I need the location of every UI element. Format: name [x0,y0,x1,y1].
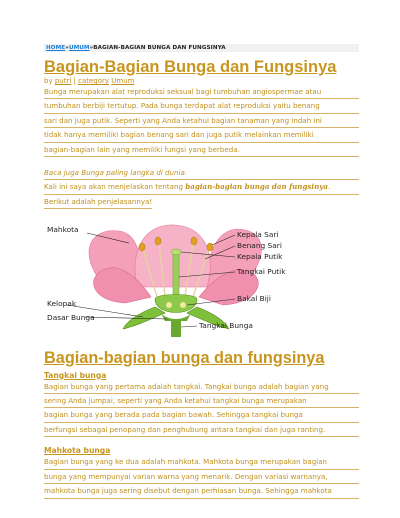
label-kepala-sari: Kepala Sari [237,229,279,239]
breadcrumb-home-link[interactable]: HOME [46,45,66,51]
breadcrumb-separator: » [65,45,69,51]
paragraph-line: mahkota bunga juga sering disebut dengan perhiasan bunga. Sehingga mahkota [44,484,359,498]
paragraph-mahkota [44,455,359,498]
pointer-tangkai-bunga [181,326,197,327]
flower-stem [171,320,181,337]
intro-line: Bunga merupakan alat reproduksi seksual bagi tumbuhan angiospermae atau [44,85,359,99]
paragraph-line: bagian bunga yang berada pada bagian bawah. Sehingga tangkai bunga [44,408,359,422]
anther [207,243,213,251]
label-mahkota: Mahkota [47,224,79,234]
byline-prefix: by [44,77,53,85]
anther [155,237,161,245]
intro-paragraph [44,85,359,157]
intro-line: sari dan juga putik. Seperti yang Anda ketahui bagian tanaman yang indah ini [44,114,359,128]
label-kelopak: Kelopak [47,298,77,308]
intro-line: tumbuhan berbiji tertutup. Pada bunga terdapat alat reproduksi yaitu benang [44,99,359,113]
paragraph-line: Bagian bunga yang ke dua adalah mahkota. Mahkota bunga merupakan bagian [44,455,359,469]
explain-prefix: Kali ini saya akan menjelaskan tentang [44,182,186,192]
paragraph-line: Bagian bunga yang pertama adalah tangkai. Tangkai bunga adalah bagian yang [44,380,359,394]
article-page [44,44,359,499]
label-dasar-bunga: Dasar Bunga [47,312,95,322]
breadcrumb-current: BAGIAN-BAGIAN BUNGA DAN FUNGSINYA [93,45,226,51]
ovary [155,294,197,312]
label-benang-sari: Benang Sari [237,240,282,250]
paragraph-tangkai [44,380,359,438]
paragraph-line: berfungsi sebagai penopang dan penghubung antara tangkai dan juga ranting. [44,423,359,437]
category-label: category [78,77,110,85]
ovule [180,302,186,308]
article-byline [44,77,359,85]
subheading-tangkai: Tangkai bunga [44,370,107,380]
anther [139,243,145,251]
receptacle [161,313,191,321]
label-tangkai-bunga: Tangkai Bunga [199,320,253,330]
breadcrumb-separator: » [89,45,94,51]
paragraph-line: bunga yang mempunyai varian warna yang menarik. Dengan variasi warnanya, [44,470,359,484]
label-bakal-biji: Bakal Biji [237,293,271,303]
pistil-stigma [171,249,181,255]
breadcrumb-category-link[interactable]: UMUM [68,45,90,51]
byline-separator: | [73,77,76,85]
label-kepala-putik: Kepala Putik [237,251,283,261]
category-link[interactable]: Umum [111,77,135,85]
author-link[interactable]: putri [54,77,72,85]
read-also-block [44,166,359,214]
explain-line-2: Berikut adalah penjelasannya! [44,195,152,209]
breadcrumb [44,44,359,52]
explain-suffix: . [328,182,331,192]
article-title[interactable]: Bagian-Bagian Bunga dan Fungsinya [44,58,337,76]
flower-diagram [47,217,307,337]
section-heading: Bagian-bagian bunga dan fungsinya [44,348,325,367]
intro-line: bagian-bagian lain yang memiliki fungsi yang berbeda. [44,143,359,157]
label-tangkai-putik: Tangkai Putik [237,266,286,276]
explain-line [44,180,359,194]
paragraph-line: sering Anda jumpai, seperti yang Anda ketahui tangkai bunga merupakan [44,394,359,408]
subheading-mahkota: Mahkota bunga [44,446,111,456]
anther [191,237,197,245]
ovule [166,302,172,308]
explain-bold-link[interactable]: bagian-bagian bunga dan fungsinya [185,182,328,192]
intro-line: tidak hanya memiliki bagian benang sari dan juga putik melainkan memiliki [44,128,359,142]
read-also-link[interactable]: Baca juga Bunga paling langka di dunia. [44,166,359,180]
